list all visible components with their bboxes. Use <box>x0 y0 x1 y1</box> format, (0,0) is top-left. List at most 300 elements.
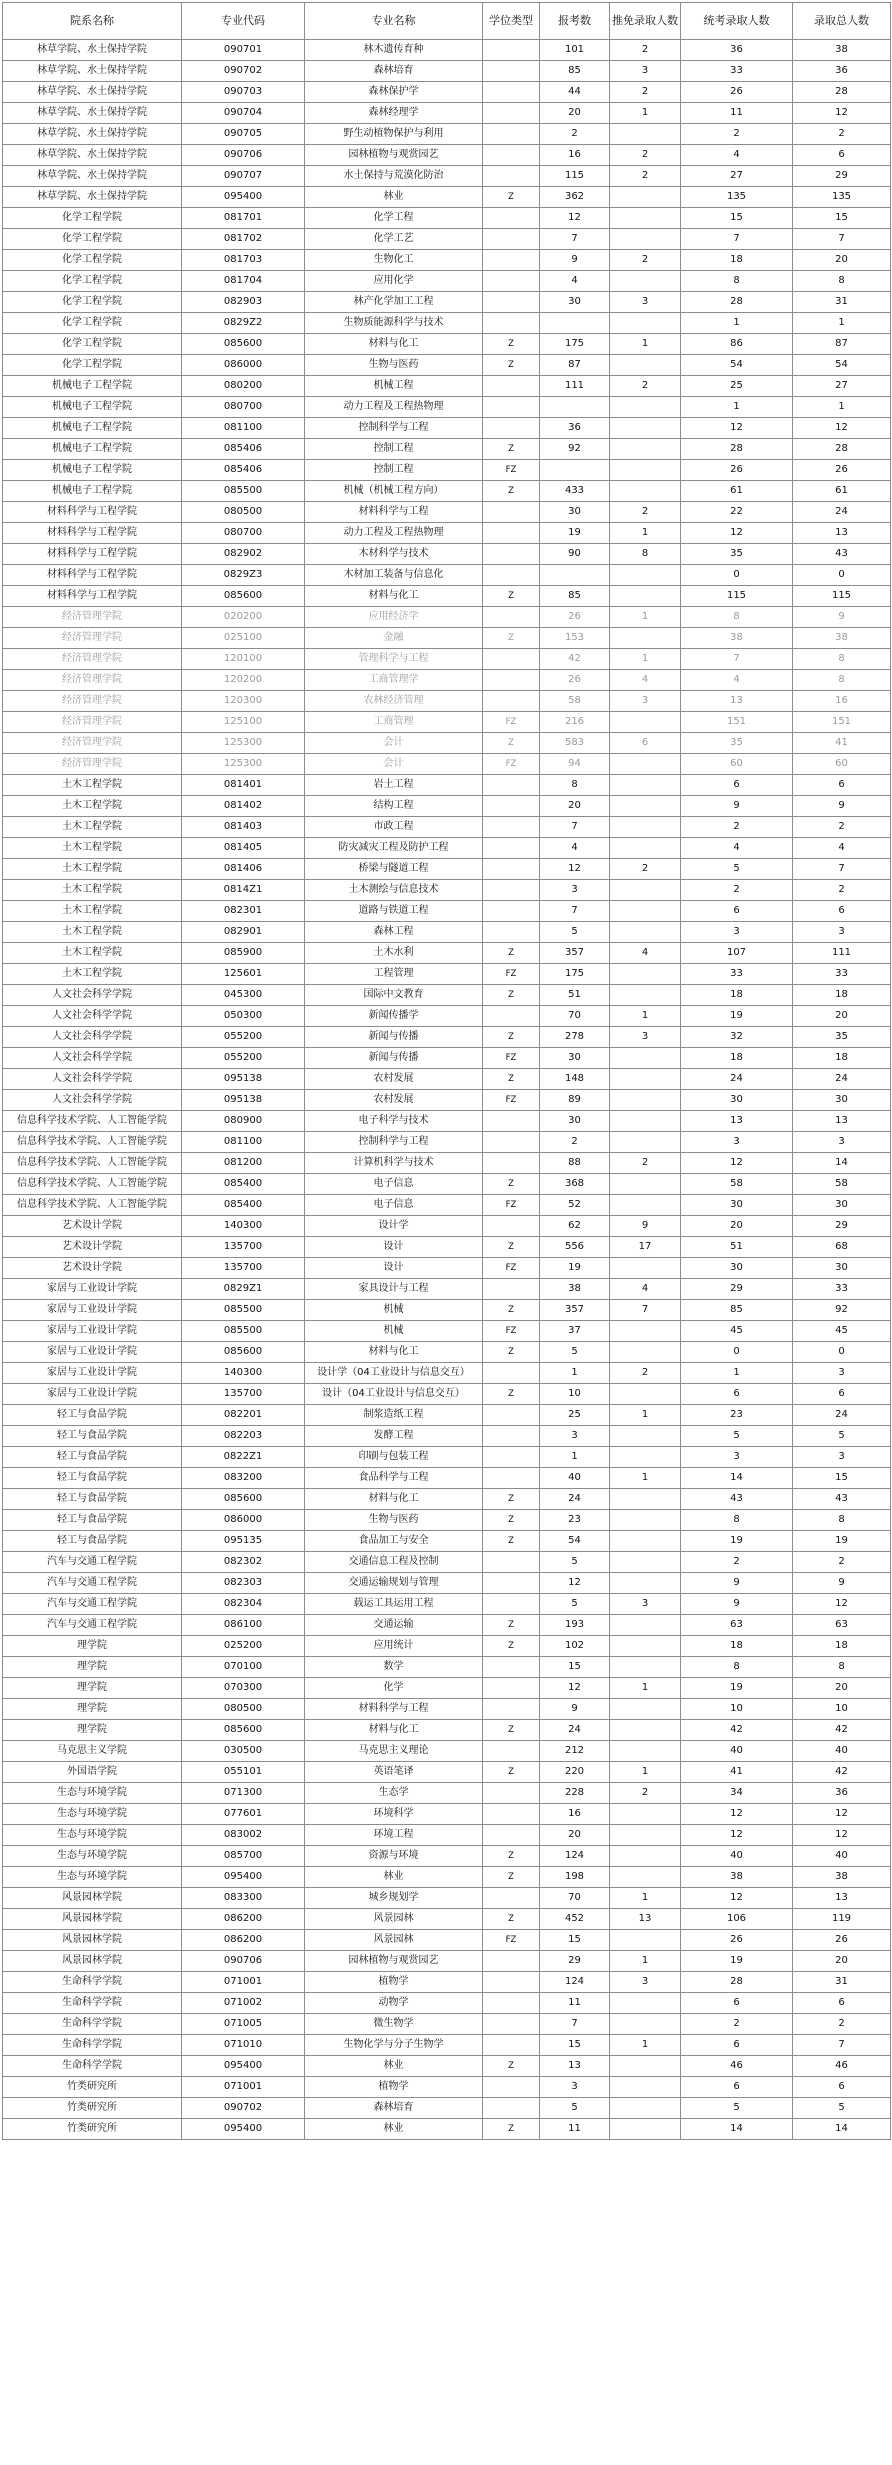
dept-cell: 家居与工业设计学院 <box>3 1279 182 1300</box>
dept-cell: 竹类研究所 <box>3 2077 182 2098</box>
major-cell: 城乡规划学 <box>305 1888 483 1909</box>
degree-type-cell <box>483 271 540 292</box>
code-cell: 085400 <box>182 1195 305 1216</box>
exempt-cell <box>610 2014 681 2035</box>
exempt-cell <box>610 439 681 460</box>
exempt-cell <box>610 460 681 481</box>
total-cell: 14 <box>793 1153 891 1174</box>
total-cell: 9 <box>793 607 891 628</box>
admitted-cell: 28 <box>681 439 793 460</box>
table-row <box>3 439 891 460</box>
admitted-cell: 19 <box>681 1951 793 1972</box>
degree-type-cell: Z <box>483 1300 540 1321</box>
major-cell: 农村发展 <box>305 1090 483 1111</box>
dept-cell: 家居与工业设计学院 <box>3 1363 182 1384</box>
degree-type-cell: Z <box>483 1615 540 1636</box>
exempt-cell <box>610 838 681 859</box>
applicants-cell: 5 <box>540 1342 610 1363</box>
major-cell: 交通信息工程及控制 <box>305 1552 483 1573</box>
total-cell: 63 <box>793 1615 891 1636</box>
major-cell: 岩土工程 <box>305 775 483 796</box>
degree-type-cell <box>483 607 540 628</box>
admitted-cell: 12 <box>681 418 793 439</box>
major-cell: 材料科学与工程 <box>305 1699 483 1720</box>
code-cell: 071002 <box>182 1993 305 2014</box>
table-row <box>3 523 891 544</box>
degree-type-cell <box>483 1552 540 1573</box>
exempt-cell <box>610 985 681 1006</box>
total-cell: 15 <box>793 1468 891 1489</box>
table-row <box>3 481 891 502</box>
exempt-cell: 4 <box>610 943 681 964</box>
degree-type-cell <box>483 1699 540 1720</box>
dept-cell: 生命科学学院 <box>3 2014 182 2035</box>
table-row <box>3 61 891 82</box>
table-row <box>3 2119 891 2140</box>
major-cell: 材料与化工 <box>305 1489 483 1510</box>
code-cell: 082903 <box>182 292 305 313</box>
total-cell: 40 <box>793 1846 891 1867</box>
total-cell: 36 <box>793 61 891 82</box>
degree-type-cell: Z <box>483 439 540 460</box>
exempt-cell <box>610 313 681 334</box>
table-row <box>3 1531 891 1552</box>
applicants-cell: 10 <box>540 1384 610 1405</box>
table-row <box>3 1615 891 1636</box>
code-cell: 125100 <box>182 712 305 733</box>
code-cell: 080700 <box>182 397 305 418</box>
code-cell: 077601 <box>182 1804 305 1825</box>
degree-type-cell <box>483 1447 540 1468</box>
exempt-cell <box>610 1741 681 1762</box>
admitted-cell: 26 <box>681 1930 793 1951</box>
admitted-cell: 30 <box>681 1195 793 1216</box>
exempt-cell <box>610 754 681 775</box>
major-cell: 微生物学 <box>305 2014 483 2035</box>
code-cell: 085700 <box>182 1846 305 1867</box>
admitted-cell: 4 <box>681 838 793 859</box>
major-cell: 设计学（04工业设计与信息交互） <box>305 1363 483 1384</box>
degree-type-cell <box>483 1279 540 1300</box>
dept-cell: 信息科学技术学院、人工智能学院 <box>3 1174 182 1195</box>
exempt-cell: 1 <box>610 334 681 355</box>
table-row <box>3 1636 891 1657</box>
exempt-cell <box>610 481 681 502</box>
applicants-cell: 111 <box>540 376 610 397</box>
major-cell: 设计 <box>305 1258 483 1279</box>
exempt-cell: 9 <box>610 1216 681 1237</box>
table-row <box>3 1069 891 1090</box>
admitted-cell: 3 <box>681 1132 793 1153</box>
major-cell: 生物质能源科学与技术 <box>305 313 483 334</box>
major-cell: 电子信息 <box>305 1174 483 1195</box>
applicants-cell: 54 <box>540 1531 610 1552</box>
degree-type-cell <box>483 1783 540 1804</box>
code-cell: 071005 <box>182 2014 305 2035</box>
applicants-cell: 1 <box>540 1447 610 1468</box>
degree-type-cell: Z <box>483 628 540 649</box>
major-cell: 林业 <box>305 2119 483 2140</box>
admitted-cell: 33 <box>681 61 793 82</box>
major-cell: 木材科学与技术 <box>305 544 483 565</box>
dept-cell: 生命科学学院 <box>3 1972 182 1993</box>
admitted-cell: 115 <box>681 586 793 607</box>
dept-cell: 汽车与交通工程学院 <box>3 1594 182 1615</box>
major-cell: 道路与铁道工程 <box>305 901 483 922</box>
table-row <box>3 2056 891 2077</box>
total-cell: 12 <box>793 1825 891 1846</box>
dept-cell: 生态与环境学院 <box>3 1804 182 1825</box>
table-row <box>3 1405 891 1426</box>
dept-cell: 机械电子工程学院 <box>3 439 182 460</box>
degree-type-cell: Z <box>483 1174 540 1195</box>
degree-type-cell: FZ <box>483 712 540 733</box>
admitted-cell: 38 <box>681 1867 793 1888</box>
table-row <box>3 1447 891 1468</box>
applicants-cell: 92 <box>540 439 610 460</box>
admitted-cell: 18 <box>681 985 793 1006</box>
total-cell: 24 <box>793 502 891 523</box>
table-row <box>3 985 891 1006</box>
admitted-cell: 46 <box>681 2056 793 2077</box>
degree-type-cell <box>483 1216 540 1237</box>
major-cell: 植物学 <box>305 1972 483 1993</box>
table-row <box>3 943 891 964</box>
code-cell: 090702 <box>182 2098 305 2119</box>
major-cell: 家具设计与工程 <box>305 1279 483 1300</box>
major-cell: 生态学 <box>305 1783 483 1804</box>
code-cell: 082203 <box>182 1426 305 1447</box>
major-cell: 数学 <box>305 1657 483 1678</box>
col-header-code: 专业代码 <box>182 3 305 40</box>
table-row <box>3 124 891 145</box>
applicants-cell: 220 <box>540 1762 610 1783</box>
table-row <box>3 1258 891 1279</box>
exempt-cell <box>610 628 681 649</box>
table-row <box>3 1195 891 1216</box>
code-cell: 085600 <box>182 1720 305 1741</box>
table-row <box>3 1321 891 1342</box>
total-cell: 41 <box>793 733 891 754</box>
dept-cell: 化学工程学院 <box>3 208 182 229</box>
exempt-cell: 2 <box>610 250 681 271</box>
degree-type-cell <box>483 922 540 943</box>
applicants-cell <box>540 460 610 481</box>
applicants-cell: 87 <box>540 355 610 376</box>
total-cell: 40 <box>793 1741 891 1762</box>
applicants-cell: 88 <box>540 1153 610 1174</box>
exempt-cell <box>610 208 681 229</box>
total-cell: 30 <box>793 1195 891 1216</box>
dept-cell: 土木工程学院 <box>3 775 182 796</box>
table-row <box>3 334 891 355</box>
major-cell: 环境科学 <box>305 1804 483 1825</box>
dept-cell: 机械电子工程学院 <box>3 460 182 481</box>
code-cell: 082902 <box>182 544 305 565</box>
admitted-cell: 12 <box>681 1888 793 1909</box>
table-row <box>3 1804 891 1825</box>
applicants-cell: 16 <box>540 1804 610 1825</box>
applicants-cell: 115 <box>540 166 610 187</box>
major-cell: 动力工程及工程热物理 <box>305 523 483 544</box>
total-cell: 18 <box>793 1048 891 1069</box>
degree-type-cell <box>483 502 540 523</box>
applicants-cell: 278 <box>540 1027 610 1048</box>
admissions-table <box>2 2 891 2140</box>
degree-type-cell <box>483 670 540 691</box>
total-cell: 28 <box>793 439 891 460</box>
admitted-cell: 12 <box>681 1804 793 1825</box>
admitted-cell: 60 <box>681 754 793 775</box>
dept-cell: 化学工程学院 <box>3 271 182 292</box>
dept-cell: 理学院 <box>3 1699 182 1720</box>
degree-type-cell: Z <box>483 943 540 964</box>
applicants-cell: 36 <box>540 418 610 439</box>
code-cell: 120200 <box>182 670 305 691</box>
table-row <box>3 1846 891 1867</box>
applicants-cell: 3 <box>540 2077 610 2098</box>
exempt-cell: 3 <box>610 1027 681 1048</box>
admitted-cell: 30 <box>681 1090 793 1111</box>
applicants-cell: 175 <box>540 334 610 355</box>
admitted-cell: 1 <box>681 1363 793 1384</box>
degree-type-cell <box>483 292 540 313</box>
major-cell: 管理科学与工程 <box>305 649 483 670</box>
admitted-cell: 8 <box>681 607 793 628</box>
dept-cell: 林草学院、水土保持学院 <box>3 61 182 82</box>
total-cell: 45 <box>793 1321 891 1342</box>
code-cell: 085500 <box>182 1300 305 1321</box>
table-row <box>3 670 891 691</box>
admitted-cell: 4 <box>681 145 793 166</box>
applicants-cell: 13 <box>540 2056 610 2077</box>
exempt-cell: 1 <box>610 1405 681 1426</box>
major-cell: 控制科学与工程 <box>305 418 483 439</box>
applicants-cell: 124 <box>540 1972 610 1993</box>
exempt-cell: 3 <box>610 691 681 712</box>
exempt-cell: 2 <box>610 1363 681 1384</box>
applicants-cell: 23 <box>540 1510 610 1531</box>
dept-cell: 风景园林学院 <box>3 1909 182 1930</box>
exempt-cell: 17 <box>610 1237 681 1258</box>
code-cell: 120100 <box>182 649 305 670</box>
dept-cell: 轻工与食品学院 <box>3 1426 182 1447</box>
table-row <box>3 250 891 271</box>
dept-cell: 林草学院、水土保持学院 <box>3 124 182 145</box>
major-cell: 食品加工与安全 <box>305 1531 483 1552</box>
total-cell: 24 <box>793 1405 891 1426</box>
dept-cell: 生命科学学院 <box>3 2056 182 2077</box>
total-cell: 2 <box>793 1552 891 1573</box>
code-cell: 070100 <box>182 1657 305 1678</box>
code-cell: 085500 <box>182 481 305 502</box>
table-row <box>3 1510 891 1531</box>
degree-type-cell: Z <box>483 1489 540 1510</box>
dept-cell: 风景园林学院 <box>3 1951 182 1972</box>
exempt-cell <box>610 1342 681 1363</box>
total-cell: 2 <box>793 880 891 901</box>
applicants-cell: 452 <box>540 1909 610 1930</box>
total-cell: 12 <box>793 1804 891 1825</box>
code-cell: 025200 <box>182 1636 305 1657</box>
exempt-cell: 6 <box>610 733 681 754</box>
admitted-cell: 41 <box>681 1762 793 1783</box>
admitted-cell: 10 <box>681 1699 793 1720</box>
total-cell: 27 <box>793 376 891 397</box>
exempt-cell <box>610 712 681 733</box>
dept-cell: 家居与工业设计学院 <box>3 1384 182 1405</box>
major-cell: 会计 <box>305 754 483 775</box>
code-cell: 070300 <box>182 1678 305 1699</box>
degree-type-cell <box>483 418 540 439</box>
table-row <box>3 1279 891 1300</box>
exempt-cell <box>610 2056 681 2077</box>
table-row <box>3 817 891 838</box>
table-row <box>3 607 891 628</box>
exempt-cell: 4 <box>610 670 681 691</box>
applicants-cell: 62 <box>540 1216 610 1237</box>
dept-cell: 林草学院、水土保持学院 <box>3 187 182 208</box>
degree-type-cell <box>483 859 540 880</box>
exempt-cell: 1 <box>610 523 681 544</box>
table-row <box>3 565 891 586</box>
admitted-cell: 106 <box>681 1909 793 1930</box>
code-cell: 135700 <box>182 1258 305 1279</box>
code-cell: 081100 <box>182 1132 305 1153</box>
applicants-cell: 175 <box>540 964 610 985</box>
applicants-cell: 11 <box>540 2119 610 2140</box>
table-row <box>3 1468 891 1489</box>
total-cell: 3 <box>793 1447 891 1468</box>
code-cell: 080700 <box>182 523 305 544</box>
degree-type-cell <box>483 1006 540 1027</box>
dept-cell: 人文社会科学学院 <box>3 1090 182 1111</box>
applicants-cell: 58 <box>540 691 610 712</box>
table-row <box>3 901 891 922</box>
code-cell: 055101 <box>182 1762 305 1783</box>
admitted-cell: 36 <box>681 40 793 61</box>
degree-type-cell <box>483 1573 540 1594</box>
total-cell: 9 <box>793 1573 891 1594</box>
code-cell: 082303 <box>182 1573 305 1594</box>
total-cell: 29 <box>793 1216 891 1237</box>
table-row <box>3 187 891 208</box>
admitted-cell: 6 <box>681 1993 793 2014</box>
exempt-cell: 1 <box>610 1678 681 1699</box>
applicants-cell: 24 <box>540 1489 610 1510</box>
major-cell: 印刷与包装工程 <box>305 1447 483 1468</box>
applicants-cell: 1 <box>540 1363 610 1384</box>
degree-type-cell: Z <box>483 2056 540 2077</box>
table-row <box>3 2098 891 2119</box>
exempt-cell <box>610 1090 681 1111</box>
exempt-cell: 3 <box>610 1972 681 1993</box>
applicants-cell: 16 <box>540 145 610 166</box>
exempt-cell <box>610 922 681 943</box>
major-cell: 桥梁与隧道工程 <box>305 859 483 880</box>
major-cell: 土木测绘与信息技术 <box>305 880 483 901</box>
table-row <box>3 103 891 124</box>
code-cell: 095138 <box>182 1069 305 1090</box>
total-cell: 3 <box>793 1363 891 1384</box>
degree-type-cell <box>483 61 540 82</box>
major-cell: 工商管理 <box>305 712 483 733</box>
dept-cell: 机械电子工程学院 <box>3 376 182 397</box>
exempt-cell <box>610 1636 681 1657</box>
table-row <box>3 1174 891 1195</box>
degree-type-cell <box>483 691 540 712</box>
applicants-cell: 20 <box>540 103 610 124</box>
total-cell: 87 <box>793 334 891 355</box>
admitted-cell: 85 <box>681 1300 793 1321</box>
admitted-cell: 0 <box>681 1342 793 1363</box>
degree-type-cell <box>483 2014 540 2035</box>
degree-type-cell <box>483 397 540 418</box>
degree-type-cell <box>483 796 540 817</box>
dept-cell: 经济管理学院 <box>3 628 182 649</box>
dept-cell: 林草学院、水土保持学院 <box>3 103 182 124</box>
table-row <box>3 1552 891 1573</box>
applicants-cell: 12 <box>540 859 610 880</box>
code-cell: 085406 <box>182 460 305 481</box>
applicants-cell: 583 <box>540 733 610 754</box>
exempt-cell <box>610 1825 681 1846</box>
total-cell: 29 <box>793 166 891 187</box>
admitted-cell: 34 <box>681 1783 793 1804</box>
applicants-cell: 30 <box>540 292 610 313</box>
code-cell: 050300 <box>182 1006 305 1027</box>
code-cell: 090705 <box>182 124 305 145</box>
table-row <box>3 40 891 61</box>
major-cell: 风景园林 <box>305 1909 483 1930</box>
applicants-cell: 357 <box>540 1300 610 1321</box>
exempt-cell: 2 <box>610 502 681 523</box>
total-cell: 24 <box>793 1069 891 1090</box>
table-row <box>3 544 891 565</box>
table-row <box>3 775 891 796</box>
degree-type-cell <box>483 229 540 250</box>
degree-type-cell: FZ <box>483 754 540 775</box>
applicants-cell: 11 <box>540 1993 610 2014</box>
major-cell: 市政工程 <box>305 817 483 838</box>
major-cell: 森林保护学 <box>305 82 483 103</box>
exempt-cell <box>610 1447 681 1468</box>
code-cell: 086200 <box>182 1909 305 1930</box>
degree-type-cell <box>483 124 540 145</box>
exempt-cell <box>610 565 681 586</box>
table-row <box>3 1951 891 1972</box>
exempt-cell <box>610 271 681 292</box>
code-cell: 0814Z1 <box>182 880 305 901</box>
exempt-cell: 2 <box>610 145 681 166</box>
degree-type-cell <box>483 313 540 334</box>
table-row <box>3 145 891 166</box>
total-cell: 1 <box>793 397 891 418</box>
table-row <box>3 229 891 250</box>
major-cell: 交通运输 <box>305 1615 483 1636</box>
total-cell: 36 <box>793 1783 891 1804</box>
exempt-cell: 8 <box>610 544 681 565</box>
code-cell: 140300 <box>182 1216 305 1237</box>
degree-type-cell <box>483 40 540 61</box>
major-cell: 材料与化工 <box>305 586 483 607</box>
dept-cell: 生态与环境学院 <box>3 1783 182 1804</box>
code-cell: 081402 <box>182 796 305 817</box>
degree-type-cell: FZ <box>483 964 540 985</box>
dept-cell: 土木工程学院 <box>3 859 182 880</box>
total-cell: 9 <box>793 796 891 817</box>
admitted-cell: 26 <box>681 82 793 103</box>
